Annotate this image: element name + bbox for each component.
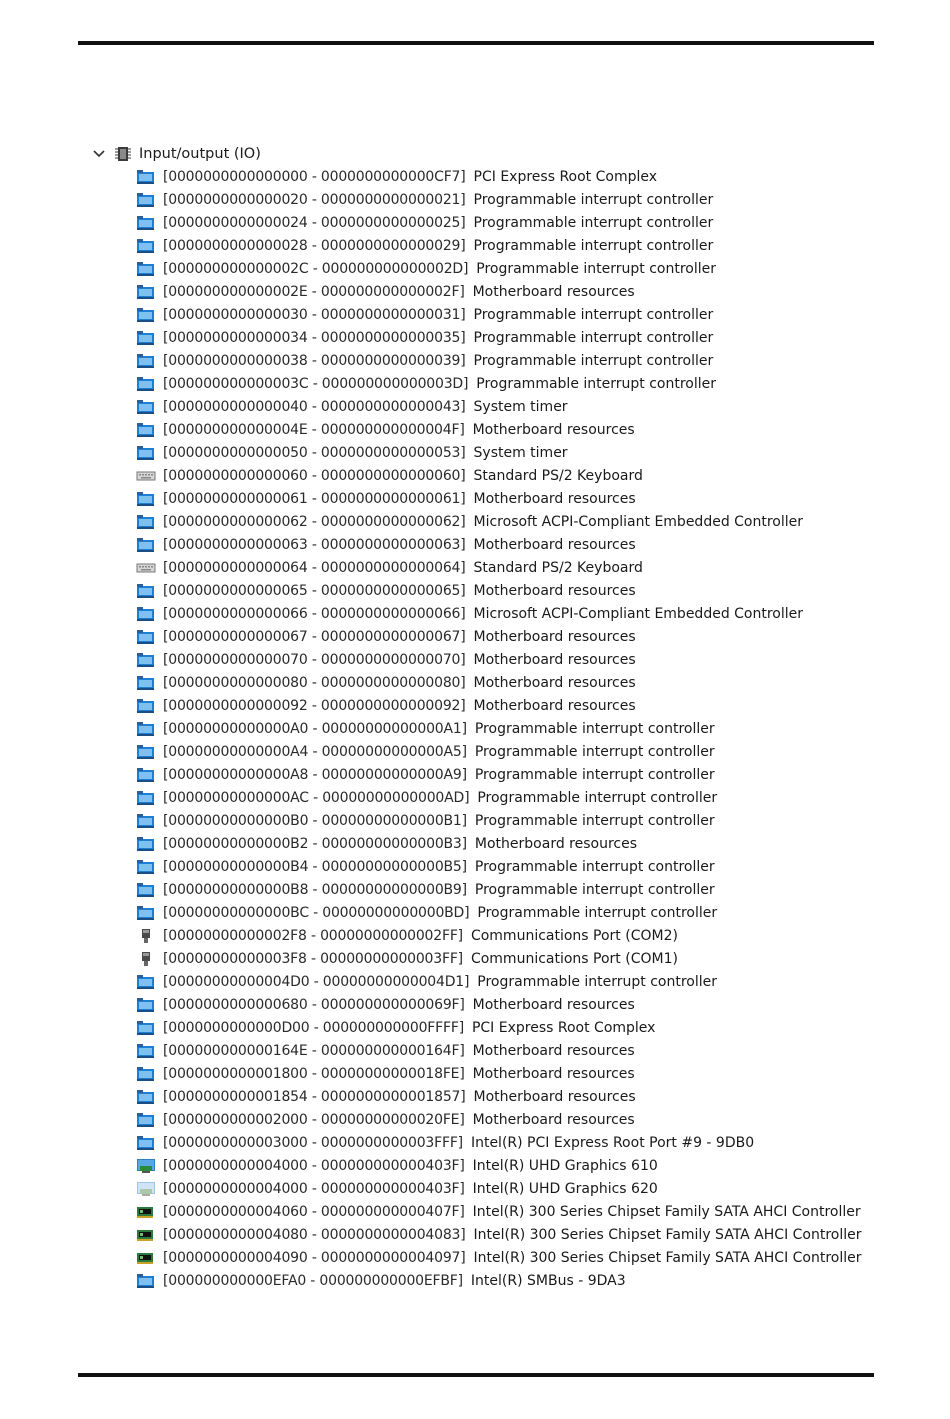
list-item[interactable] [136,211,850,234]
list-item[interactable] [136,878,850,901]
io-range: [00000000000002F8 - 00000000000002FF] [163,927,463,944]
device-icon [136,744,156,760]
device-icon [136,698,156,714]
list-item[interactable] [136,694,850,717]
device-name: Motherboard resources [472,1065,635,1082]
list-item[interactable] [136,786,850,809]
device-icon [136,882,156,898]
list-item[interactable] [136,1108,850,1131]
device-icon [136,514,156,530]
list-item[interactable] [136,1154,850,1177]
list-item[interactable] [136,924,850,947]
io-range: [0000000000004000 - 000000000000403F] [163,1180,465,1197]
io-range: [0000000000000067 - 0000000000000067] [163,628,466,645]
list-item[interactable] [136,740,850,763]
device-name: System timer [473,444,568,461]
device-name: PCI Express Root Complex [471,1019,656,1036]
device-icon [136,836,156,852]
io-range: [00000000000000A8 - 00000000000000A9] [163,766,467,783]
device-name: Motherboard resources [472,996,635,1013]
list-item[interactable] [136,1246,862,1269]
io-range: [0000000000000080 - 0000000000000080] [163,674,466,691]
device-name: Motherboard resources [473,490,636,507]
io-range: [000000000000002E - 000000000000002F] [163,283,465,300]
bottom-rule [78,1373,874,1377]
io-range: [0000000000000000 - 0000000000000CF7] [163,168,466,185]
device-name: Intel(R) UHD Graphics 610 [472,1157,658,1174]
device-icon [136,215,156,231]
io-range: [0000000000004090 - 0000000000004097] [163,1249,466,1266]
storage-controller-icon [136,1250,156,1266]
device-icon [136,1273,156,1289]
list-item[interactable] [136,418,850,441]
device-name: Microsoft ACPI-Compliant Embedded Controller [473,513,804,530]
device-name: Programmable interrupt controller [474,743,715,760]
io-range: [0000000000000061 - 0000000000000061] [163,490,466,507]
device-name: PCI Express Root Complex [473,168,658,185]
device-name: Programmable interrupt controller [473,329,714,346]
device-icon [136,491,156,507]
io-range: [0000000000000D00 - 000000000000FFFF] [163,1019,464,1036]
device-name: Motherboard resources [472,1042,635,1059]
io-range: [0000000000000020 - 0000000000000021] [163,191,466,208]
list-item[interactable] [136,602,850,625]
device-name: Programmable interrupt controller [476,375,716,392]
io-resource-tree [90,143,862,1292]
device-name: Motherboard resources [473,651,636,668]
io-range: [0000000000000066 - 0000000000000066] [163,605,466,622]
io-range: [000000000000004E - 000000000000004F] [163,421,465,438]
device-name: Intel(R) 300 Series Chipset Family SATA AHCI Controller [472,1203,861,1220]
device-icon [136,330,156,346]
list-item[interactable] [136,1269,850,1292]
device-name: Standard PS/2 Keyboard [473,559,643,576]
device-name: Intel(R) PCI Express Root Port #9 - 9DB0 [470,1134,755,1151]
device-name: Programmable interrupt controller [474,766,715,783]
io-range: [000000000000164E - 000000000000164F] [163,1042,465,1059]
storage-controller-icon [136,1227,156,1243]
list-item[interactable] [136,1223,862,1246]
device-icon [136,974,156,990]
io-range: [0000000000004060 - 000000000000407F] [163,1203,465,1220]
device-name: Microsoft ACPI-Compliant Embedded Controller [473,605,804,622]
device-name: Motherboard resources [472,283,635,300]
device-name: Standard PS/2 Keyboard [473,467,643,484]
list-item[interactable] [136,464,850,487]
io-range: [00000000000003F8 - 00000000000003FF] [163,950,463,967]
device-name: Motherboard resources [473,1088,636,1105]
list-item[interactable] [136,625,850,648]
io-range: [000000000000EFA0 - 000000000000EFBF] [163,1272,463,1289]
list-item[interactable] [136,832,850,855]
io-range: [00000000000000B4 - 00000000000000B5] [163,858,467,875]
list-item[interactable] [136,1131,850,1154]
top-rule [78,41,874,45]
io-range: [0000000000000034 - 0000000000000035] [163,329,466,346]
list-item[interactable] [136,487,850,510]
device-icon [136,399,156,415]
list-item[interactable] [136,1062,850,1085]
device-icon [136,353,156,369]
device-name: Motherboard resources [472,1111,635,1128]
display-adapter-disabled-icon [136,1181,156,1197]
list-item[interactable] [136,326,850,349]
device-name: Programmable interrupt controller [473,191,714,208]
device-icon [136,1089,156,1105]
io-range: [0000000000000063 - 0000000000000063] [163,536,466,553]
device-name: Motherboard resources [473,582,636,599]
list-item[interactable] [136,533,850,556]
device-icon [136,1043,156,1059]
list-item[interactable] [136,1039,850,1062]
device-name: Motherboard resources [473,536,636,553]
device-name: Programmable interrupt controller [474,881,715,898]
list-item[interactable] [136,257,850,280]
io-range: [0000000000000024 - 0000000000000025] [163,214,466,231]
device-name: Communications Port (COM1) [470,950,678,967]
io-range: [0000000000000065 - 0000000000000065] [163,582,466,599]
list-item[interactable] [136,510,850,533]
device-icon [136,675,156,691]
io-range: [0000000000000060 - 0000000000000060] [163,467,466,484]
io-range: [00000000000000A4 - 00000000000000A5] [163,743,467,760]
device-name: Motherboard resources [472,421,635,438]
io-range: [0000000000000092 - 0000000000000092] [163,697,466,714]
device-icon [136,790,156,806]
list-item[interactable] [136,901,850,924]
io-range: [00000000000000BC - 00000000000000BD] [163,904,470,921]
io-range: [0000000000002000 - 00000000000020FE] [163,1111,465,1128]
io-range: [0000000000000030 - 0000000000000031] [163,306,466,323]
io-range: [0000000000000028 - 0000000000000029] [163,237,466,254]
resource-list [90,165,862,1292]
list-item[interactable] [136,648,850,671]
device-icon [136,445,156,461]
device-icon [136,905,156,921]
io-range: [000000000000002C - 000000000000002D] [163,260,469,277]
io-range: [00000000000004D0 - 00000000000004D1] [163,973,470,990]
device-name: Motherboard resources [473,697,636,714]
device-name: Motherboard resources [474,835,638,852]
device-icon [136,859,156,875]
device-name: Intel(R) SMBus - 9DA3 [470,1272,626,1289]
device-name: Intel(R) UHD Graphics 620 [472,1180,658,1197]
io-range: [0000000000003000 - 0000000000003FFF] [163,1134,463,1151]
list-item[interactable] [136,1177,850,1200]
list-item[interactable] [136,165,850,188]
list-item[interactable] [136,970,850,993]
device-icon [136,721,156,737]
device-name: Programmable interrupt controller [476,260,716,277]
chevron-down-icon[interactable] [90,145,108,163]
io-range: [0000000000000680 - 000000000000069F] [163,996,465,1013]
device-name: Communications Port (COM2) [470,927,678,944]
chip-icon [114,145,132,163]
io-range: [0000000000001854 - 0000000000001857] [163,1088,466,1105]
list-item[interactable] [136,1085,850,1108]
device-icon [136,606,156,622]
port-icon [136,951,156,967]
list-item[interactable] [136,556,850,579]
list-item[interactable] [136,441,850,464]
device-icon [136,238,156,254]
device-name: Intel(R) 300 Series Chipset Family SATA AHCI Controller [473,1249,862,1266]
device-name: Programmable interrupt controller [473,306,714,323]
list-item[interactable] [136,188,850,211]
list-item[interactable] [136,671,850,694]
list-item[interactable] [136,303,850,326]
device-icon [136,376,156,392]
device-name: Programmable interrupt controller [477,904,718,921]
io-range: [00000000000000B0 - 00000000000000B1] [163,812,467,829]
device-icon [136,652,156,668]
device-name: System timer [473,398,568,415]
io-range: [00000000000000B2 - 00000000000000B3] [163,835,467,852]
device-icon [136,261,156,277]
device-icon [136,997,156,1013]
device-icon [136,1066,156,1082]
device-name: Motherboard resources [473,674,636,691]
device-name: Intel(R) 300 Series Chipset Family SATA AHCI Controller [473,1226,862,1243]
io-range: [00000000000000B8 - 00000000000000B9] [163,881,467,898]
io-range: [000000000000003C - 000000000000003D] [163,375,469,392]
device-icon [136,583,156,599]
io-range: [00000000000000AC - 00000000000000AD] [163,789,470,806]
device-name: Programmable interrupt controller [473,352,714,369]
device-icon [136,307,156,323]
device-icon [136,422,156,438]
device-name: Motherboard resources [473,628,636,645]
io-range: [00000000000000A0 - 00000000000000A1] [163,720,467,737]
display-adapter-icon [136,1158,156,1174]
device-icon [136,284,156,300]
list-item[interactable] [136,280,850,303]
device-icon [136,1112,156,1128]
device-name: Programmable interrupt controller [473,214,714,231]
device-icon [136,169,156,185]
category-node-io[interactable] [90,143,850,165]
io-range: [0000000000000064 - 0000000000000064] [163,559,466,576]
list-item[interactable] [136,395,850,418]
list-item[interactable] [136,717,850,740]
device-icon [136,537,156,553]
io-range: [0000000000000050 - 0000000000000053] [163,444,466,461]
device-name: Programmable interrupt controller [474,858,715,875]
list-item[interactable] [136,993,850,1016]
device-name: Programmable interrupt controller [477,973,718,990]
io-range: [0000000000001800 - 00000000000018FE] [163,1065,465,1082]
list-item[interactable] [136,809,850,832]
list-item[interactable] [136,1016,850,1039]
list-item[interactable] [136,579,850,602]
device-icon [136,767,156,783]
device-icon [136,813,156,829]
list-item[interactable] [136,1200,861,1223]
category-label: Input/output (IO) [139,146,261,162]
device-icon [136,629,156,645]
device-icon [136,192,156,208]
list-item[interactable] [136,947,850,970]
device-icon [136,1135,156,1151]
device-name: Programmable interrupt controller [474,812,715,829]
list-item[interactable] [136,234,850,257]
device-name: Programmable interrupt controller [474,720,715,737]
device-name: Programmable interrupt controller [477,789,718,806]
keyboard-icon [136,468,156,484]
io-range: [0000000000000062 - 0000000000000062] [163,513,466,530]
device-icon [136,1020,156,1036]
keyboard-icon [136,560,156,576]
list-item[interactable] [136,372,850,395]
list-item[interactable] [136,349,850,372]
io-range: [0000000000004000 - 000000000000403F] [163,1157,465,1174]
list-item[interactable] [136,763,850,786]
io-range: [0000000000000038 - 0000000000000039] [163,352,466,369]
io-range: [0000000000004080 - 0000000000004083] [163,1226,466,1243]
storage-controller-icon [136,1204,156,1220]
io-range: [0000000000000040 - 0000000000000043] [163,398,466,415]
io-range: [0000000000000070 - 0000000000000070] [163,651,466,668]
port-icon [136,928,156,944]
list-item[interactable] [136,855,850,878]
device-name: Programmable interrupt controller [473,237,714,254]
